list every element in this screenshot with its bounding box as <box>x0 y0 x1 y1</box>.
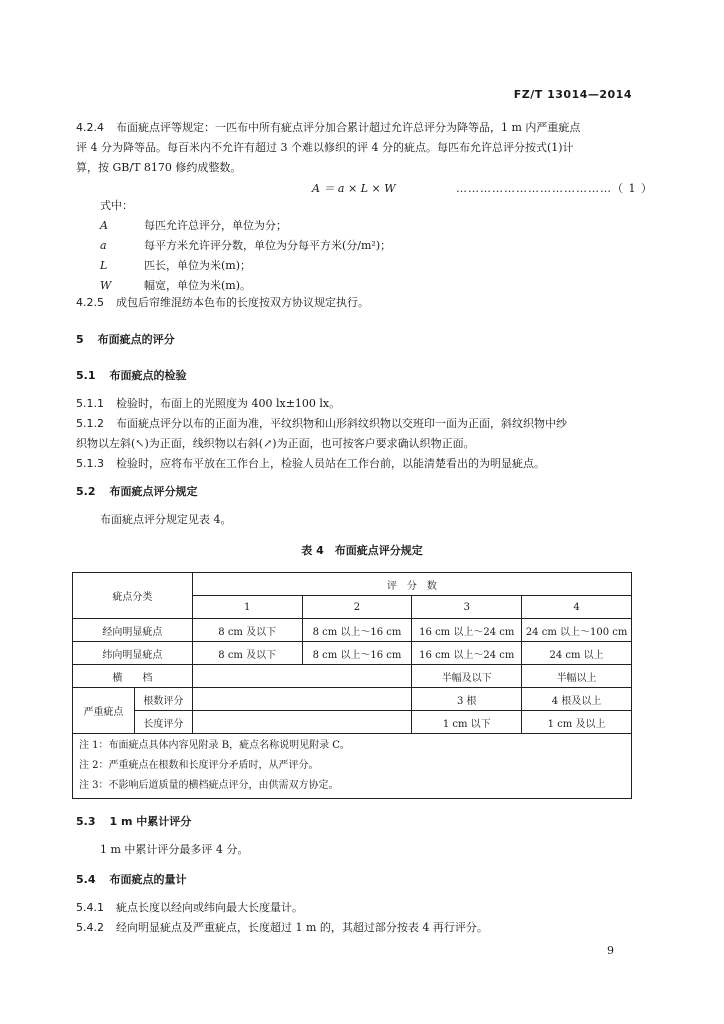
clause-text: 布面疵点评分以布的正面为准，平纹织物和山形斜纹织物以交班印一面为正面，斜纹织物中纱 <box>116 417 567 430</box>
table-cell-empty <box>192 688 412 711</box>
table-row <box>73 711 632 734</box>
variable-L <box>100 256 660 276</box>
clause-text: 经向明显疵点及严重疵点，长度超过 1 m 的，其超过部分按表 4 再行评分。 <box>116 921 488 934</box>
page-number: 9 <box>607 944 614 957</box>
header-score: 评 分 数 <box>192 573 631 596</box>
variable-symbol: a <box>100 239 107 252</box>
standard-number: FZ/T 13014—2014 <box>513 88 632 101</box>
section-5-3-text: 1 m 中累计评分最多评 4 分。 <box>100 843 249 856</box>
where-label: 式中： <box>100 199 133 212</box>
row-label-severe: 严重疵点 <box>73 688 135 734</box>
table-note: 注 3：不影响后道质量的横档疵点评分，由供需双方协定。 <box>79 780 339 791</box>
header-score-3: 3 <box>412 596 522 619</box>
table-row <box>73 642 632 665</box>
table-cell: 24 cm 以上 <box>522 642 632 665</box>
variable-desc: 每匹允许总评分，单位为分； <box>144 219 287 232</box>
table-cell: 3 根 <box>412 688 522 711</box>
section-number: 5.4 <box>76 873 96 886</box>
formula: A ＝ a × L × W <box>312 182 396 195</box>
clause-5-1-2-line2: 织物以左斜(↖)为正面，线织物以右斜(↗)为正面，也可按客户要求确认织物正面。 <box>76 437 475 450</box>
table-row <box>73 665 632 688</box>
variable-desc: 每平方米允许评分数，单位为分每平方米(分/m²)； <box>144 239 392 252</box>
row-label-length: 长度评分 <box>134 711 192 734</box>
table-cell: 8 cm 以上～16 cm <box>302 642 412 665</box>
section-number: 5.3 <box>76 815 96 828</box>
variable-a <box>100 236 660 256</box>
clause-5-1-3 <box>76 454 636 474</box>
variable-symbol: A <box>100 219 108 232</box>
section-number: 5 <box>76 333 84 346</box>
section-5-heading <box>76 330 636 350</box>
table-cell: 8 cm 及以下 <box>192 619 302 642</box>
clause-4-2-4-line3: 算，按 GB/T 8170 修约成整数。 <box>76 161 242 174</box>
row-label-horizontal-band: 横 档 <box>73 665 193 688</box>
table-cell: 1 cm 及以上 <box>522 711 632 734</box>
header-score-2: 2 <box>302 596 412 619</box>
table-cell: 半幅及以下 <box>412 665 522 688</box>
row-label-warp: 经向明显疵点 <box>73 619 193 642</box>
clause-5-1-2-line1 <box>76 414 636 434</box>
section-title: 布面疵点的评分 <box>97 333 175 346</box>
section-5-4-heading <box>76 870 636 890</box>
clause-number: 5.4.2 <box>76 921 104 934</box>
variable-desc: 幅宽，单位为米(m)。 <box>144 279 252 292</box>
clause-text: 检验时，应将布平放在工作台上，检验人员站在工作台前，以能清楚看出的为明显疵点。 <box>116 457 545 470</box>
table-caption: 表 4 布面疵点评分规定 <box>301 544 423 557</box>
clause-text: 疵点长度以经向或纬向最大长度量计。 <box>116 901 303 914</box>
variable-desc: 匹长，单位为米(m)； <box>144 259 252 272</box>
table-cell-empty <box>192 665 412 688</box>
table-notes-row <box>73 734 632 799</box>
variable-symbol: L <box>100 259 108 272</box>
table-note: 注 1：布面疵点具体内容见附录 B，疵点名称说明见附录 C。 <box>79 740 350 751</box>
clause-number: 4.2.4 <box>76 121 104 134</box>
section-number: 5.2 <box>76 485 96 498</box>
table-cell: 24 cm 以上～100 cm <box>522 619 632 642</box>
section-5-2-text: 布面疵点评分规定见表 4。 <box>100 513 232 526</box>
table-cell: 16 cm 以上～24 cm <box>412 619 522 642</box>
header-score-4: 4 <box>522 596 632 619</box>
clause-5-4-2 <box>76 918 636 938</box>
section-title: 布面疵点评分规定 <box>109 485 198 498</box>
clause-text: 成包后帘维混纺本色布的长度按双方协议规定执行。 <box>116 296 369 309</box>
table-notes <box>73 734 632 799</box>
clause-4-2-5 <box>76 293 636 313</box>
header-defect-category: 疵点分类 <box>73 573 193 619</box>
section-title: 布面疵点的检验 <box>109 369 187 382</box>
clause-text: 检验时，布面上的光照度为 400 lx±100 lx。 <box>116 397 341 410</box>
section-5-2-heading <box>76 482 636 502</box>
formula-number: …………………………………（ 1 ） <box>456 182 653 195</box>
clause-number: 4.2.5 <box>76 296 104 309</box>
row-label-root-count: 根数评分 <box>134 688 192 711</box>
section-5-3-heading <box>76 812 636 832</box>
table-cell: 8 cm 以上～16 cm <box>302 619 412 642</box>
table-cell: 8 cm 及以下 <box>192 642 302 665</box>
clause-text: 布面疵点评等规定：一匹布中所有疵点评分加合累计超过允许总评分为降等品，1 m 内严重疵点 <box>116 121 581 134</box>
variable-A <box>100 216 660 236</box>
clause-5-4-1 <box>76 898 636 918</box>
clause-number: 5.1.1 <box>76 397 104 410</box>
table-cell: 16 cm 以上～24 cm <box>412 642 522 665</box>
variable-symbol: W <box>100 279 112 292</box>
clause-5-1-1 <box>76 394 636 414</box>
table-row <box>73 688 632 711</box>
clause-number: 5.4.1 <box>76 901 104 914</box>
section-title: 1 m 中累计评分 <box>109 815 192 828</box>
clause-number: 5.1.2 <box>76 417 104 430</box>
table-cell: 1 cm 以下 <box>412 711 522 734</box>
clause-4-2-4-line1 <box>76 118 636 138</box>
section-5-1-heading <box>76 366 636 386</box>
row-label-weft: 纬向明显疵点 <box>73 642 193 665</box>
section-number: 5.1 <box>76 369 96 382</box>
table-cell-empty <box>192 711 412 734</box>
section-title: 布面疵点的量计 <box>109 873 187 886</box>
table-cell: 4 根及以上 <box>522 688 632 711</box>
header-score-1: 1 <box>192 596 302 619</box>
clause-number: 5.1.3 <box>76 457 104 470</box>
table-cell: 半幅以上 <box>522 665 632 688</box>
table-header-row <box>73 573 632 596</box>
clause-4-2-4-line2: 评 4 分为降等品。每百米内不允许有超过 3 个难以修织的评 4 分的疵点。每匹布允许总评分按式(1)计 <box>76 141 574 154</box>
table-note: 注 2：严重疵点在根数和长度评分矛盾时，从严评分。 <box>79 760 319 771</box>
table-row <box>73 619 632 642</box>
defect-scoring-table <box>72 572 632 799</box>
